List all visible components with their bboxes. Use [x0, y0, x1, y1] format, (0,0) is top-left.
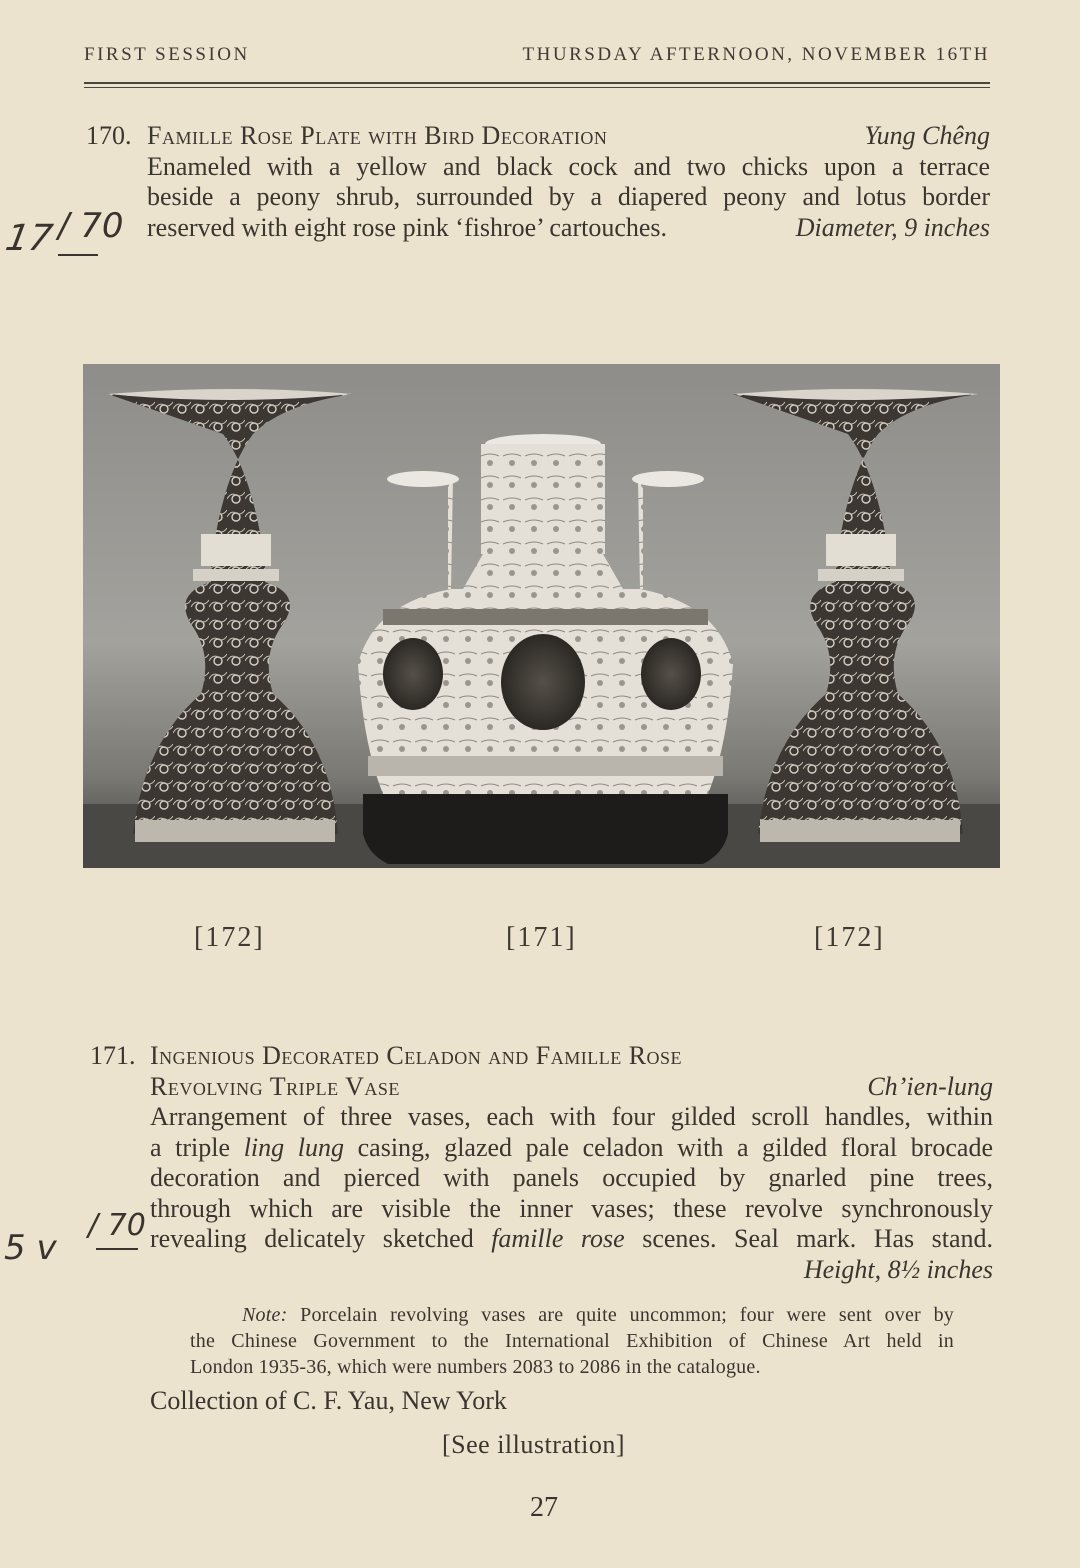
lot-170-line-3: reserved with eight rose pink ‘fishroe’ cartouches.: [147, 212, 668, 242]
lot-171-line-3: decoration and pierced with panels occupied by gnarled pine trees,: [150, 1163, 993, 1192]
note-line-2: the Chinese Government to the International Exhibition of Chinese Art held in: [190, 1330, 954, 1352]
caption-left: [172]: [194, 922, 265, 953]
left-gu-vase: [108, 389, 353, 842]
lot-171-number: 171.: [90, 1041, 136, 1070]
right-gu-vase: [733, 389, 978, 842]
lot-171-line-5a: revealing delicately sketched: [150, 1224, 492, 1253]
vase-stand: [363, 794, 728, 864]
lot-171-margin-note-price: / 70: [88, 1208, 146, 1243]
note-line-3: London 1935-36, which were numbers 2083 to 2086 in the catalogue.: [190, 1356, 761, 1378]
lot-170-last-row: [147, 213, 990, 244]
lot-171-line-2a: a triple: [150, 1132, 244, 1162]
lot-171-line-5-italic: famille rose: [491, 1224, 625, 1253]
lot-171-line-2-italic: ling lung: [243, 1132, 344, 1162]
lot-170-margin-underline: [58, 254, 98, 256]
caption-center: [171]: [506, 922, 577, 953]
caption-right: [172]: [814, 922, 885, 953]
lot-171-line-4: through which are visible the inner vases; these revolve synchronously: [150, 1193, 993, 1223]
lot-170-margin-note-price: / 70: [58, 206, 124, 246]
lot-170-number: 170.: [86, 121, 132, 150]
lot-171-line-5b: scenes. Seal mark. Has stand.: [624, 1224, 993, 1253]
page-number: 27: [530, 1492, 558, 1523]
lot-171-margin-note-left: 5 v: [4, 1228, 57, 1268]
lot-171-collection: Collection of C. F. Yau, New York: [150, 1386, 507, 1415]
lot-171-margin-underline: [96, 1248, 138, 1250]
lot-171-entry: [150, 1041, 993, 1285]
lot-171-title-row-2: [150, 1072, 993, 1103]
header-rule-top: [84, 82, 990, 84]
running-head-right: THURSDAY AFTERNOON, NOVEMBER 16TH: [522, 44, 990, 65]
lot-171-line-2: [150, 1133, 993, 1164]
lot-170-title-row: [147, 121, 990, 152]
running-head-left: FIRST SESSION: [84, 44, 250, 65]
lot-171-dimension: Height, 8½ inches: [803, 1254, 993, 1284]
lot-170-margin-note-left: 17: [2, 218, 56, 259]
lot-171-period: Ch’ien-lung: [867, 1071, 993, 1101]
lot-170-title: Famille Rose Plate with Bird Decoration: [147, 121, 608, 150]
vases-illustration: [83, 364, 1000, 868]
lot-170-period: Yung Chêng: [864, 121, 990, 150]
lot-170-dimension: Diameter, 9 inches: [795, 212, 990, 242]
triple-vase: [358, 434, 733, 794]
vases-photograph: [83, 364, 1000, 868]
lot-171-title-line-2: Revolving Triple Vase: [150, 1071, 400, 1101]
lot-170-line-2: beside a peony shrub, surrounded by a diapered peony and lotus border: [147, 182, 990, 211]
lot-171-see-illustration: [See illustration]: [442, 1430, 626, 1459]
header-rule-bottom: [84, 87, 990, 88]
note-line-1: [190, 1302, 954, 1328]
lot-170-line-1: Enameled with a yellow and black cock and two chicks upon a terrace: [147, 151, 990, 181]
note-label: Note:: [242, 1304, 288, 1326]
lot-171-line-1: Arrangement of three vases, each with four gilded scroll handles, within: [150, 1102, 993, 1131]
note-line-1-text: Porcelain revolving vases are quite uncommon; four were sent over by: [300, 1304, 955, 1326]
lot-171-line-2b: casing, glazed pale celadon with a gilded floral brocade: [344, 1132, 993, 1162]
lot-170-entry: [147, 121, 990, 243]
lot-171-line-5: [150, 1224, 993, 1255]
lot-171-note: [190, 1302, 954, 1380]
lot-171-title-line-1: Ingenious Decorated Celadon and Famille Rose: [150, 1041, 683, 1070]
